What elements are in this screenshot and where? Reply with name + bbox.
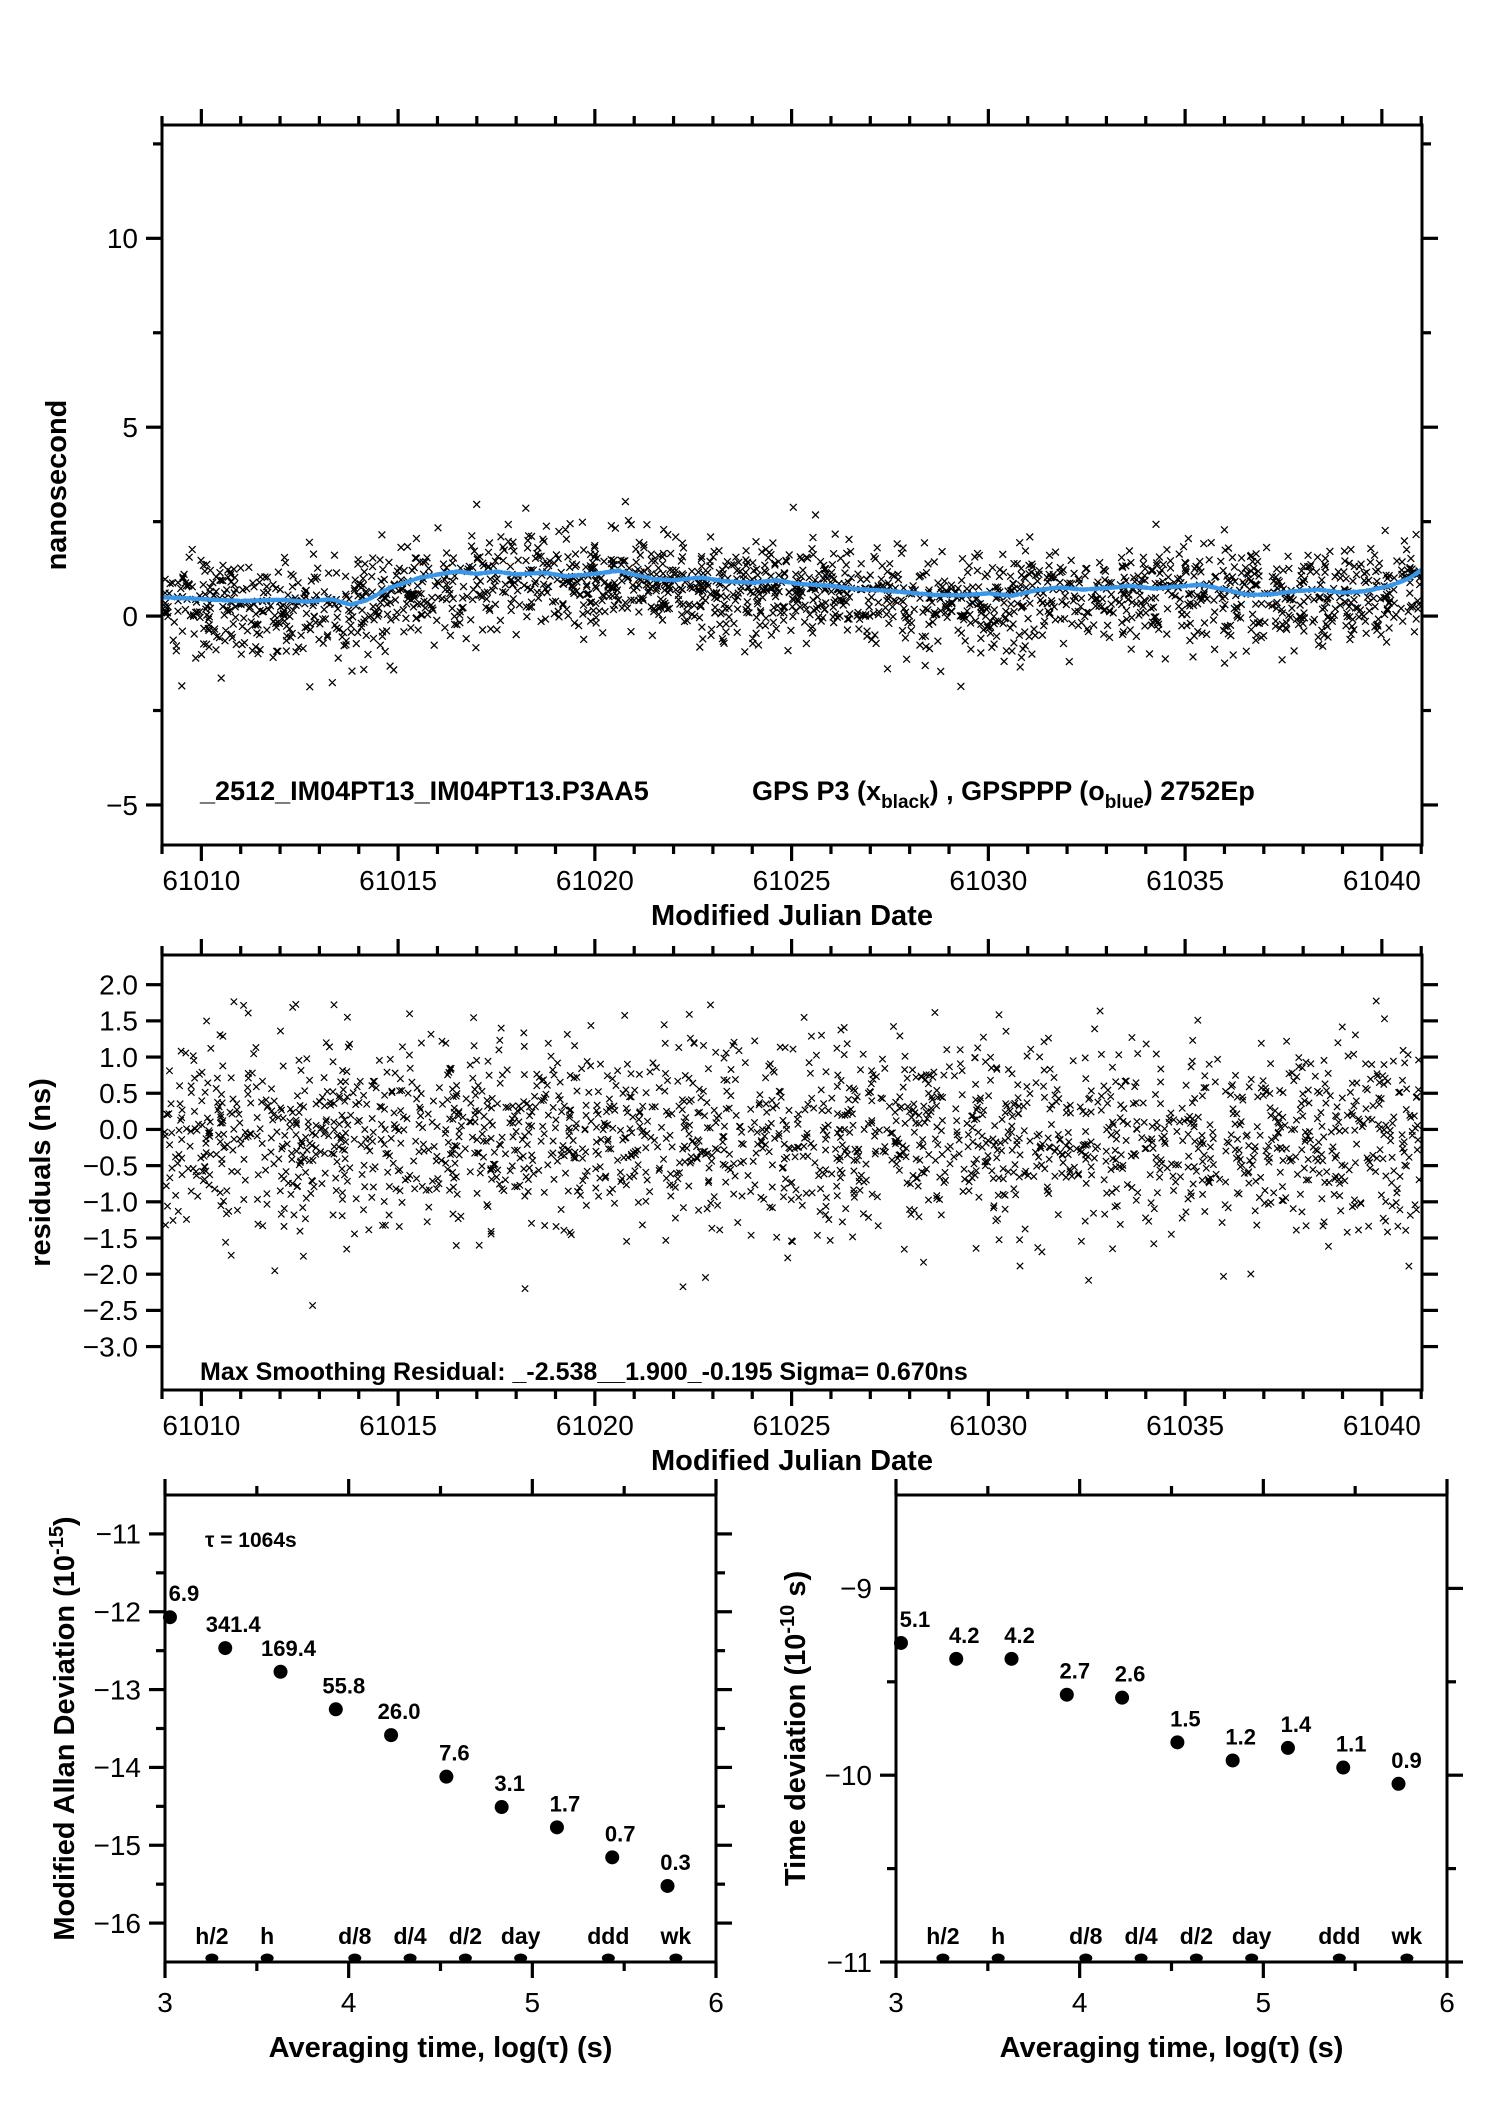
top-panel-xtick-label: 61010 [162, 865, 241, 896]
mdev-panel-y-axis-title: Modified Allan Deviation $(10^{-15})$ [46, 1516, 81, 1941]
tdev-value-label: 1.4 [1280, 1711, 1312, 1737]
mdev-panel-ytick-label: −12 [93, 1596, 141, 1628]
tau-marker-dot [1190, 1954, 1203, 1963]
top-panel-y-axis-title: nanosecond [41, 399, 73, 571]
tdev-data-point [1060, 1688, 1074, 1702]
residuals-panel-frame [162, 955, 1422, 1390]
tau-marker-label: h [991, 1923, 1006, 1949]
tdev-panel-xtick-label: 6 [1439, 1987, 1455, 2018]
mdev-panel-x-axis-title: Averaging time, log(τ) (s) [268, 2032, 613, 2064]
mdev-panel-ytick-label: −13 [93, 1674, 141, 1706]
mdev-value-label: 0.3 [660, 1849, 691, 1875]
tau-marker-label: d/8 [338, 1923, 372, 1949]
tau-marker-dot [1079, 1954, 1092, 1963]
tdev-value-label: 1.1 [1335, 1731, 1367, 1757]
tdev-value-label: 4.2 [948, 1622, 980, 1648]
residuals-scatter-points [161, 998, 1422, 1309]
residuals-panel-xtick-label: 61010 [162, 1410, 241, 1441]
tdev-panel [777, 1479, 1463, 2064]
mdev-data-point [218, 1641, 232, 1655]
tau-marker-label: h/2 [926, 1923, 960, 1949]
tau-marker-label: day [500, 1923, 541, 1949]
tau-marker-dot [1333, 1954, 1346, 1963]
residuals-panel-xtick-label: 61015 [359, 1410, 438, 1441]
mdev-panel-ytick-label: −14 [93, 1752, 141, 1784]
tdev-data-point [1005, 1652, 1019, 1666]
tau-marker-dot [602, 1954, 615, 1963]
mdev-value-label: 6.9 [168, 1581, 200, 1607]
top-panel-xtick-label: 61020 [555, 865, 634, 896]
tau-marker-label: wk [660, 1923, 692, 1949]
top-panel [41, 109, 1438, 932]
tau-marker-label: d/4 [393, 1923, 427, 1949]
tdev-data-point [949, 1652, 963, 1666]
residuals-panel [25, 939, 1438, 1477]
tau-marker-dot [992, 1954, 1005, 1963]
mdev-panel-xtick-label: 3 [157, 1987, 173, 2018]
mdev-panel-xtick-label: 6 [708, 1987, 724, 2018]
residuals-panel-ytick-label: 1.5 [99, 1005, 138, 1037]
mdev-data-point [605, 1850, 619, 1864]
tau-marker-dot [936, 1954, 949, 1963]
tau-marker-label: h/2 [195, 1923, 229, 1949]
tau-marker-dot [1135, 1954, 1148, 1963]
tdev-panel-ytick-label: −11 [826, 1946, 872, 1978]
residual-stats-annotation: Max Smoothing Residual: _-2.538__1.900_-0.195 Sigma= 0.670ns [200, 1358, 968, 1386]
tau-marker-label: h [260, 1923, 275, 1949]
mdev-value-label: 0.7 [604, 1821, 636, 1847]
tau-marker-label: wk [1391, 1923, 1423, 1949]
gps-p3-scatter-points [162, 498, 1423, 690]
residuals-panel-y-axis-title: residuals (ns) [25, 1078, 57, 1267]
tau-marker-dot [348, 1954, 361, 1963]
mdev-panel-ytick-label: −16 [93, 1907, 141, 1939]
tdev-panel-y-axis-title: Time deviation ($10^{-10}$ s) [777, 1570, 812, 1887]
mdev-value-label: 3.1 [494, 1771, 525, 1797]
tdev-panel-x-axis-title: Averaging time, log(τ) (s) [999, 2032, 1344, 2064]
tau-marker-dot [669, 1954, 682, 1963]
tdev-data-point [1115, 1691, 1129, 1705]
residuals-panel-xtick-label: 61030 [949, 1410, 1028, 1441]
top-panel-ytick-label: 5 [122, 412, 138, 444]
top-panel-x-axis-title: Modified Julian Date [651, 900, 933, 932]
tau-marker-label: ddd [587, 1923, 630, 1949]
residuals-panel-ytick-label: 0.0 [99, 1114, 138, 1146]
tdev-value-label: 4.2 [1004, 1622, 1035, 1648]
tdev-data-point [1281, 1741, 1295, 1755]
tau-marker-label: d/2 [448, 1923, 483, 1949]
mdev-data-point [661, 1879, 675, 1893]
top-panel-xtick-label: 61015 [359, 865, 438, 896]
residuals-panel-x-axis-title: Modified Julian Date [651, 1445, 933, 1477]
top-panel-frame [162, 125, 1422, 845]
top-panel-ytick-label: 10 [106, 223, 138, 255]
tau-marker-dot [261, 1954, 274, 1963]
tdev-value-label: 5.1 [899, 1606, 931, 1632]
mdev-panel-frame [165, 1495, 716, 1962]
tdev-panel-xtick-label: 3 [888, 1987, 904, 2018]
tau-marker-dot [459, 1954, 472, 1963]
mdev-data-point [384, 1728, 398, 1742]
mdev-panel-ytick-label: −11 [95, 1518, 141, 1550]
mdev-data-point [163, 1610, 177, 1624]
tdev-data-point [1336, 1761, 1350, 1775]
mdev-value-label: 55.8 [322, 1673, 366, 1699]
residuals-panel-ytick-label: 1.0 [99, 1041, 138, 1073]
mdev-panel-xtick-label: 4 [340, 1987, 357, 2018]
residuals-panel-xtick-label: 61025 [752, 1410, 831, 1441]
mdev-panel-xtick-label: 5 [524, 1987, 541, 2018]
mdev-data-point [329, 1702, 343, 1716]
tau-marker-dot [1245, 1954, 1258, 1963]
mdev-value-label: 341.4 [205, 1612, 261, 1638]
residuals-panel-ytick-label: −2.0 [82, 1258, 138, 1290]
tdev-value-label: 2.6 [1114, 1661, 1146, 1687]
mdev-data-point [439, 1770, 453, 1784]
mdev-value-label: 169.4 [260, 1635, 317, 1661]
top-panel-xtick-label: 61035 [1146, 865, 1225, 896]
tdev-value-label: 1.5 [1170, 1706, 1201, 1732]
residuals-panel-ytick-label: −1.5 [82, 1222, 138, 1254]
tdev-panel-ytick-label: −10 [824, 1760, 872, 1791]
mdev-data-point [550, 1820, 564, 1834]
tdev-data-point [1226, 1753, 1240, 1767]
top-panel-ytick-label: −5 [106, 789, 138, 821]
mdev-value-label: 26.0 [377, 1699, 421, 1725]
tdev-panel-xtick-label: 5 [1255, 1987, 1272, 2018]
top-panel-xtick-label: 61030 [949, 865, 1028, 896]
series-legend-annotation: GPS P3 $(x_{black})$ , GPSPPP $(o_{blue})$ 2752Ep [752, 776, 1255, 813]
mdev-value-label: 7.6 [439, 1740, 470, 1766]
tau-marker-label: d/4 [1124, 1923, 1158, 1949]
residuals-panel-ytick-label: 2.0 [99, 969, 138, 1001]
tdev-value-label: 2.7 [1059, 1658, 1091, 1684]
residuals-panel-xtick-label: 61020 [555, 1410, 634, 1441]
tdev-value-label: 0.9 [1391, 1747, 1422, 1773]
residuals-panel-ytick-label: 0.5 [99, 1078, 138, 1110]
tau-marker-label: ddd [1318, 1923, 1361, 1949]
tau-marker-label: d/8 [1069, 1923, 1103, 1949]
mdev-value-label: 1.7 [549, 1791, 581, 1817]
top-panel-xtick-label: 61040 [1342, 865, 1421, 896]
link-id-annotation: _2512_IM04PT13_IM04PT13.P3AA5 [200, 776, 649, 806]
residuals-panel-xtick-label: 61035 [1146, 1410, 1225, 1441]
top-panel-xtick-label: 61025 [752, 865, 831, 896]
tdev-panel-ytick-label: −9 [840, 1573, 872, 1605]
tdev-data-point [1392, 1777, 1406, 1791]
residuals-panel-ytick-label: −3.0 [82, 1331, 138, 1363]
residuals-panel-ytick-label: −2.5 [82, 1295, 138, 1327]
residuals-panel-xtick-label: 61040 [1342, 1410, 1421, 1441]
tdev-data-point [894, 1636, 908, 1650]
mdev-panel [46, 1479, 732, 2064]
tau-marker-dot [404, 1954, 417, 1963]
residuals-panel-ytick-label: −1.0 [82, 1186, 138, 1218]
tdev-data-point [1170, 1735, 1184, 1749]
mdev-data-point [274, 1665, 288, 1679]
tdev-value-label: 1.2 [1225, 1724, 1256, 1750]
residuals-panel-ytick-label: −0.5 [82, 1150, 138, 1182]
tau0-annotation: τ = 1064s [205, 1529, 297, 1552]
tau-marker-dot [205, 1954, 218, 1963]
mdev-data-point [495, 1800, 509, 1814]
tdev-panel-xtick-label: 4 [1071, 1987, 1088, 2018]
mdev-panel-ytick-label: −15 [93, 1830, 141, 1862]
tau-marker-label: d/2 [1179, 1923, 1214, 1949]
tau-marker-dot [1400, 1954, 1413, 1963]
tau-marker-dot [514, 1954, 527, 1963]
tau-marker-label: day [1231, 1923, 1272, 1949]
top-panel-ytick-label: 0 [122, 600, 138, 632]
